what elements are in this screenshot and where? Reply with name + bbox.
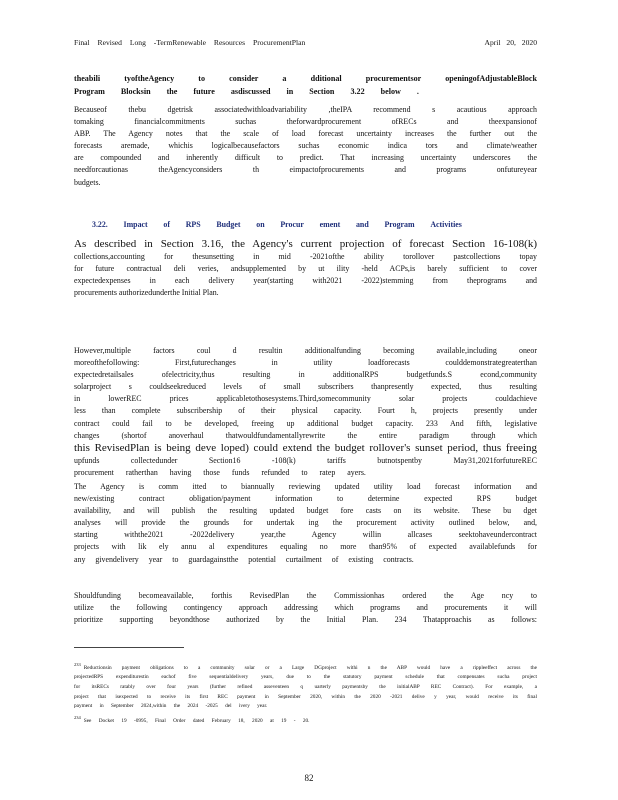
header-title: Final Revised Long -TermRenewable Resources ProcurementPlan [74,38,306,47]
text-line: procurement ratherthan having those funds refunded to ratep ayers. [74,467,366,477]
text-line: moreofthefollowing: First,futurechanges in utility loadforecasts coulddemonstrategreaterthan [74,358,537,368]
heading-word: and [355,220,369,229]
text-line: starting withthe2021 -2022delivery year,the Agency willin allcases seektohaveundercontract [74,530,537,540]
text-line: are compounded and inherently difficult to predict. That increasing uncertainty underscores the [74,153,537,163]
text-line: less than complete subscribership of their physical capacity. Fourt h, projects presently under [74,406,537,416]
section-number: 3.22. [92,220,108,229]
text-line: availability, and will publish the resulting updated budget fore casts on its website. These bu dget [74,506,537,516]
footnote-233 [74,660,537,712]
lead-bold-text [74,72,537,98]
text-line: expectedretailsales ofelectricity,thus resulting in additionalRPS budgetfunds.S econd,community [74,370,537,380]
text-line: solarproject s couldseekreduced levels of small subscribers thanpresently expected, thus resulting [74,382,537,392]
text-line: expectedexpenses in each delivery year(starting with2021 -2022)stemming from theprograms and [74,276,537,286]
heading-word: Activities [430,220,462,229]
text-line: procurements authorizedunderthe Initial Plan. [74,288,219,298]
paragraph-contingency-approach [74,590,537,626]
lead-line: theabili tyoftheAgency to consider a dditional procurementsor openingofAdjustableBlock [74,74,537,83]
text-line: contract could fail to be developed, freeing up additional budget capacity. 233 And fifth, legislative [74,418,537,428]
text-line: for future contractual deli veries, andsupplemented by ut ility -held ACPs,is barely sufficient to cover [74,264,537,274]
footnote-line: project that isexpected to receive its first REC payment in September 2020, within the 2020 -2021 delive y year, would receive its final [74,693,537,700]
text-line: However,multiple factors coul d resultin additionalfunding becoming available,including oneor [74,346,537,355]
text-line: As described in Section 3.16, the Agency's current projection of forecast Section 16-108(k) [74,238,537,250]
heading-word: of [163,220,170,229]
text-line: new/existing contract obligation/payment information to determine expected RPS budget [74,494,537,504]
heading-word: on [256,220,265,229]
paragraph-biannual-review [74,481,537,566]
heading-word: ement [319,220,341,229]
text-line: collections,accounting for thesunsetting in mid -2021ofthe ability torollover pastcollections topay [74,252,537,261]
text-line: ABP. The Agency notes that the scale of load forecast uncertainty increases the further out the [74,129,537,139]
footnote-line: payment in September 2024,within the 2024 -2025 del ivery year. [74,703,268,710]
text-line: tomaking financialcommitments suchas theforwardprocurement ofRECs and theexpansionof [74,117,537,127]
paragraph-budget-risk [74,104,537,189]
text-line: projects with lik ely annu al expenditures equaling no more than95% of expected availablefunds for [74,542,537,552]
heading-word: Procur [280,220,304,229]
page-number: 82 [304,773,314,783]
footnote-line: for itsRECs ratably over four years (further refined asseventeen q uarterly paymentsby the initialABP REC Contract). For example, a [74,683,537,690]
footnote-line: $^{234}$See Docket 19 -0995, Final Order dated February 18, 2020 at 19 - 20. [74,715,310,724]
text-line: The Agency is comm itted to biannually reviewing updated utility load forecast information and [74,482,537,491]
text-line: Shouldfunding becomeavailable, forthis RevisedPlan the Commissionhas ordered the Age ncy to [74,591,537,600]
text-line: prioritize supporting beyondthose authorized by the Initial Plan. 234 Thatapproachis as follows: [74,615,537,625]
text-line: upfunds collectedunder Section16 -108(k) tariffs butnotspentby May31,2021forfutureREC [74,455,537,465]
heading-word: RPS [185,220,201,229]
text-line: in lowerREC prices applicabletothosesystems.Third,somecommunity solar projects couldachieve [74,394,537,404]
header-date: April 20, 2020 [484,38,537,47]
heading-word: Impact [123,220,148,229]
paragraph-additional-funding [74,345,537,479]
text-line: utilize the following contingency approach addressing which programs and procurements it will [74,603,537,613]
footnote-line: projectedRPS expenditurestin eachof five sequentialdelivery years, due to the statutory payment schedule that compensates sucha project [74,674,537,681]
text-line: any givendelivery year to guardagainstthe potential curtailment of existing contracts. [74,554,414,564]
footnote-line: $^{233}$Reductionsin payment obligations to a community solar or a Large DGproject withi n the ABP would have a rippleeffect across the [74,662,537,671]
text-line: analyses will provide the grounds for undertak ing the procurement activity outlined below, and, [74,518,537,528]
text-line: this RevisedPlan is being deve loped) could extend the budget rollover's sunset period, thus freeing [74,441,537,454]
text-line: forecasts aremade, whichis logicalbecausefactors suchas economic indica tors and climate/weather [74,141,537,151]
footnote-marker: 233 [74,662,81,667]
text-line: needforcautionas theAgencyconsiders th eimpactofprocurements and programs onfutureyear [74,165,537,175]
heading-word: Budget [216,220,241,229]
footnote-234 [74,713,537,726]
paragraph-current-projection [74,238,537,299]
text-line: budgets. [74,177,101,187]
text-line: Becauseof thebu dgetrisk associatedwithloadvariability ,theIPA recommend s acautious approach [74,105,537,114]
heading-word: Program [384,220,415,229]
running-header [74,38,537,47]
footnote-marker: 234 [74,715,81,720]
footnote-separator [74,647,184,648]
text-line: changes (shortof anoverhaul thatwouldfundamentallyrewrite the entire paradigm through which [74,430,537,440]
section-heading-3-22 [92,220,462,229]
lead-line: Program Blocksin the future asdiscussed in Section 3.22 below . [74,87,419,96]
